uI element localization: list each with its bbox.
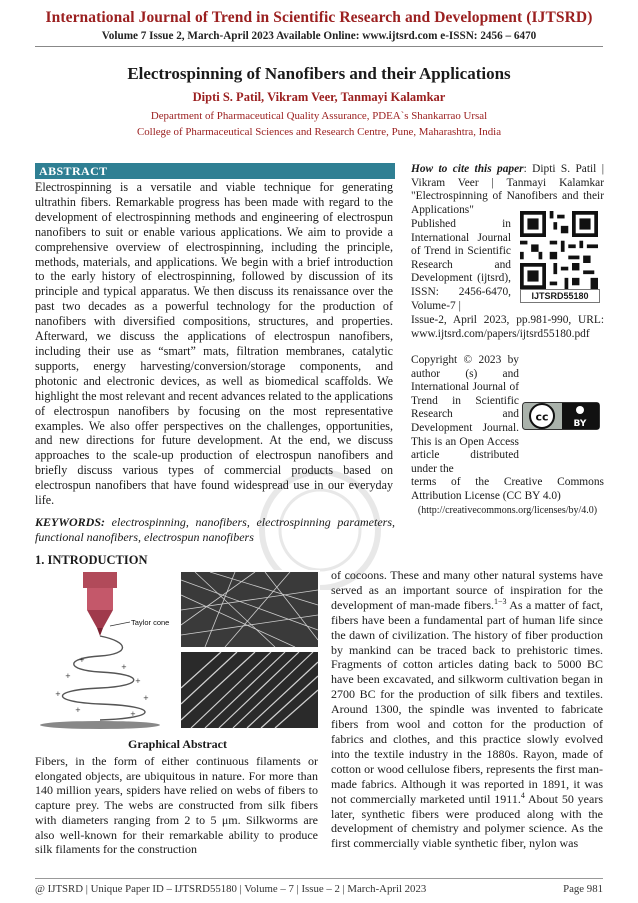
intro-text-part-3: About 50 years later, synthetic fibers were produced along with the development of chemistry and polymer science. As the first commercially viable synthetic fiber, nylon was [331, 791, 603, 851]
citation-published: Published in International Journal of Trend in Scientific Research and Development (ijtsrd), ISSN: 2456-6470, Volume-7 | [411, 218, 511, 312]
citation-block [411, 163, 604, 217]
affiliation-line-2: College of Pharmaceutical Sciences and Research Centre, Pune, Maharashtra, India [136, 126, 502, 138]
footer-divider [35, 878, 603, 879]
paper-authors: Dipti S. Patil, Vikram Veer, Tanmayi Kalamkar [192, 90, 446, 104]
svg-text:+: + [55, 690, 61, 698]
keywords-label: KEYWORDS: [35, 515, 106, 529]
affiliation-line-1: Department of Pharmaceutical Quality Assurance, PDEA`s Shankarrao Ursal [150, 110, 488, 122]
abstract-heading: ABSTRACT [39, 164, 108, 178]
svg-text:+: + [130, 710, 136, 718]
qr-code-icon [520, 211, 598, 289]
cc-by-license-icon [522, 402, 600, 430]
svg-text:cc: cc [535, 410, 549, 424]
svg-text:+: + [121, 663, 127, 671]
citation-label: How to cite this paper [411, 163, 524, 175]
svg-text:+: + [75, 706, 81, 714]
keywords-text: electrospinning, nanofibers, electrospinning parameters, functional nanofibers, electrospun nanofibers [35, 515, 395, 544]
copyright-license-url: (http://creativecommons.org/licenses/by/4.0) [417, 504, 598, 516]
page-footer [35, 883, 603, 895]
svg-text:+: + [135, 677, 141, 685]
introduction-left-text: Fibers, in the form of either continuous filaments or elongated objects, are ubiquitous in nature. For more than 140 million years, spiders have relied on webs of fibers to capture prey. The webs are constructed from silk fibers with diameters ranging from 2 to 5 μm. Silkworms are also well-known for their remarkable ability to produce silk filaments for the construction [35, 754, 318, 857]
svg-text:+: + [79, 656, 85, 664]
journal-name: International Journal of Trend in Scientific Research and Development (IJTSRD) [45, 9, 593, 26]
section-heading-introduction: 1. INTRODUCTION [35, 553, 148, 567]
svg-text:BY: BY [573, 419, 587, 429]
paper-title: Electrospinning of Nanofibers and their Applications [127, 64, 511, 83]
citation-text-2: Issue-2, April 2023, pp.981-990, URL: www.ijtsrd.com/papers/ijtsrd55180.pdf [411, 314, 604, 340]
abstract-text: Electrospinning is a versatile and viable technique for generating ultrathin fibers. Remarkable progress has been made with regard to the development of electrospinning methods and engineering of electrospun nanofibers to suit or enable various applications. We aim to provide a comprehensive overview of electrospinning, including the principle, methods, materials, and applications. We begin with a brief introduction to the early history of electrospinning, followed by discussion of its principle and typical apparatus. We then discuss its renaissance over the past two decades as a powerful technology for the production of nanofibers with diversified compositions, structures, and properties. Afterward, we discuss the applications of electrospun nanofibers, including their use as “smart” mats, filtration membranes, catalytic supports, energy harvesting/conversion/storage components, and photonic and electronic devices, as well as biomedical scaffolds. We highlight the most relevant and recent advances related to the applications of electrospun nanofibers by focusing on the most representative examples. We also offer perspectives on the challenges, opportunities, and new directions for future development. At the end, we discuss approaches to the scale-up production of electrospun nanofibers and briefly discuss various types of commercial products based on electrospun nanofibers that have found widespread use in our everyday life. [35, 180, 393, 508]
graphical-abstract-figure [35, 570, 320, 730]
footer-text: @ IJTSRD | Unique Paper ID – IJTSRD55180 | Volume – 7 | Issue – 2 | March-April 2023 [35, 883, 427, 895]
citation-superscript-1: 1−3 [494, 596, 507, 606]
keywords [35, 515, 395, 545]
header-divider [35, 46, 603, 47]
page-number: Page 981 [563, 883, 603, 895]
issue-line: Volume 7 Issue 2, March-April 2023 Available Online: www.ijtsrd.com e-ISSN: 2456 – 6470 [101, 30, 537, 42]
qr-code-label: IJTSRD55180 [520, 289, 600, 303]
copyright-text-2: terms of the Creative Commons Attribution License (CC BY 4.0) [411, 476, 604, 502]
citation-superscript-2: 4 [520, 790, 525, 800]
citation-text-1: : Dipti S. Patil | Vikram Veer | Tanmayi Kalamkar "Electrospinning of Nanofibers and their Applications" [411, 163, 604, 216]
abstract-heading-bar [35, 163, 395, 179]
svg-text:+: + [65, 672, 71, 680]
introduction-right-text [331, 568, 603, 851]
figure-caption: Graphical Abstract [128, 737, 227, 751]
copyright-block [411, 354, 604, 517]
intro-text-part-1: of cocoons. These and many other natural systems have served as an important source of inspiration for the development of man-made fibers. [331, 568, 603, 612]
intro-text-part-2: As a matter of fact, fibers have been a fundamental part of human life since the dawn of civilization. The history of fiber production by mankind can be traced back to prehistoric times. Fragments of cotton articles dating back to 5000 BC have been excavated, and silkworm cultivation began in 2700 BC for the production of silk fibers and textiles. Around 1300, the spindle was invented to fabricate fibers from wool and cotton for the production of fabrics and clothes, and this practice slowly evolved into the textile industry in the 1880s. Rayon, made of cotton or wood cellulose fibers, represents the first man-made fabrics. Although it was reported in 1891, it was not commercially marketed until 1911. [331, 597, 603, 806]
svg-text:+: + [143, 694, 149, 702]
copyright-text-1: Copyright © 2023 by author (s) and International Journal of Trend in Scientific Research and Development Journal. This is an Open Access article distributed under the [411, 354, 519, 475]
taylor-cone-label: Taylor cone [131, 618, 170, 627]
